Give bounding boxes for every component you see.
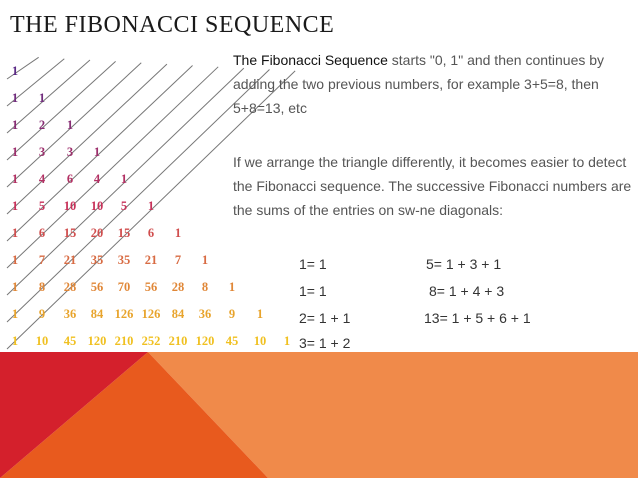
triangle-entry: 210 xyxy=(114,334,134,348)
intro-text: starts "0, 1" and then continues by adding the two previous numbers, for example 3+5=8, then 5+8=13, etc xyxy=(233,52,605,116)
triangle-entry: 28 xyxy=(171,280,185,294)
triangle-entry: 1 xyxy=(120,172,128,186)
triangle-entry: 15 xyxy=(117,226,131,240)
triangle-entry: 4 xyxy=(93,172,101,186)
triangle-entry: 36 xyxy=(198,307,212,321)
triangle-entry: 1 xyxy=(11,307,19,321)
equation-left-4: 3= 1 + 2 xyxy=(299,335,351,351)
triangle-entry: 7 xyxy=(38,253,46,267)
triangle-entry: 252 xyxy=(141,334,161,348)
equation-right-1: 5= 1 + 3 + 1 xyxy=(426,256,502,272)
triangle-entry: 1 xyxy=(11,64,19,78)
triangle-entry: 56 xyxy=(144,280,158,294)
triangle-entry: 7 xyxy=(174,253,182,267)
triangle-entry: 84 xyxy=(171,307,185,321)
triangle-entry: 84 xyxy=(90,307,104,321)
triangle-entry: 1 xyxy=(93,145,101,159)
equation-right-3: 13= 1 + 5 + 6 + 1 xyxy=(424,310,531,326)
triangle-entry: 9 xyxy=(228,307,236,321)
triangle-entry: 2 xyxy=(38,118,46,132)
triangle-entry: 1 xyxy=(11,118,19,132)
triangle-entry: 5 xyxy=(38,199,46,213)
triangle-entry: 15 xyxy=(63,226,77,240)
triangle-entry: 28 xyxy=(63,280,77,294)
triangle-entry: 126 xyxy=(141,307,161,321)
slide-title: THE FIBONACCI SEQUENCE xyxy=(10,12,335,38)
triangle-entry: 20 xyxy=(90,226,104,240)
triangle-entry: 1 xyxy=(11,172,19,186)
triangle-entry: 6 xyxy=(66,172,74,186)
triangle-entry: 10 xyxy=(90,199,104,213)
equation-left-2: 1= 1 xyxy=(299,283,327,299)
triangle-entry: 120 xyxy=(195,334,215,348)
triangle-entry: 1 xyxy=(11,226,19,240)
triangle-entry: 120 xyxy=(87,334,107,348)
triangle-entry: 1 xyxy=(11,199,19,213)
triangle-entry: 10 xyxy=(63,199,77,213)
triangle-entry: 1 xyxy=(38,91,46,105)
triangle-entry: 10 xyxy=(253,334,267,348)
triangle-entry: 1 xyxy=(11,91,19,105)
triangle-entry: 10 xyxy=(35,334,49,348)
triangle-entry: 9 xyxy=(38,307,46,321)
triangle-entry: 210 xyxy=(168,334,188,348)
triangle-entry: 1 xyxy=(283,334,291,348)
triangle-entry: 1 xyxy=(174,226,182,240)
triangle-entry: 8 xyxy=(38,280,46,294)
triangle-entry: 126 xyxy=(114,307,134,321)
explanation-paragraph: If we arrange the triangle differently, it becomes easier to detect the Fibonacci sequence. The successive Fibonacci numbers are the sums of the entries on sw-ne diagonals: xyxy=(233,154,632,218)
triangle-entry: 1 xyxy=(11,253,19,267)
triangle-entry: 1 xyxy=(256,307,264,321)
triangle-entry: 56 xyxy=(90,280,104,294)
triangle-entry: 1 xyxy=(147,199,155,213)
triangle-entry: 5 xyxy=(120,199,128,213)
triangle-entry: 1 xyxy=(66,118,74,132)
triangle-entry: 3 xyxy=(66,145,74,159)
triangle-entry: 70 xyxy=(117,280,131,294)
triangle-entry: 1 xyxy=(228,280,236,294)
triangle-entry: 6 xyxy=(38,226,46,240)
triangle-entry: 1 xyxy=(11,280,19,294)
triangle-entry: 21 xyxy=(63,253,77,267)
intro-highlight: The Fibonacci Sequence xyxy=(233,52,388,68)
triangle-entry: 1 xyxy=(201,253,209,267)
triangle-entry: 45 xyxy=(63,334,77,348)
triangle-entry: 3 xyxy=(38,145,46,159)
triangle-entry: 4 xyxy=(38,172,46,186)
equation-left-1: 1= 1 xyxy=(299,256,327,272)
triangle-entry: 35 xyxy=(90,253,104,267)
triangle-entry: 1 xyxy=(11,145,19,159)
equation-right-2: 8= 1 + 4 + 3 xyxy=(429,283,505,299)
equation-left-3: 2= 1 + 1 xyxy=(299,310,351,326)
triangle-entry: 8 xyxy=(201,280,209,294)
triangle-entry: 21 xyxy=(144,253,158,267)
triangle-entry: 36 xyxy=(63,307,77,321)
triangle-entry: 6 xyxy=(147,226,155,240)
triangle-entry: 35 xyxy=(117,253,131,267)
triangle-entry: 1 xyxy=(11,334,19,348)
triangle-entry: 45 xyxy=(225,334,239,348)
